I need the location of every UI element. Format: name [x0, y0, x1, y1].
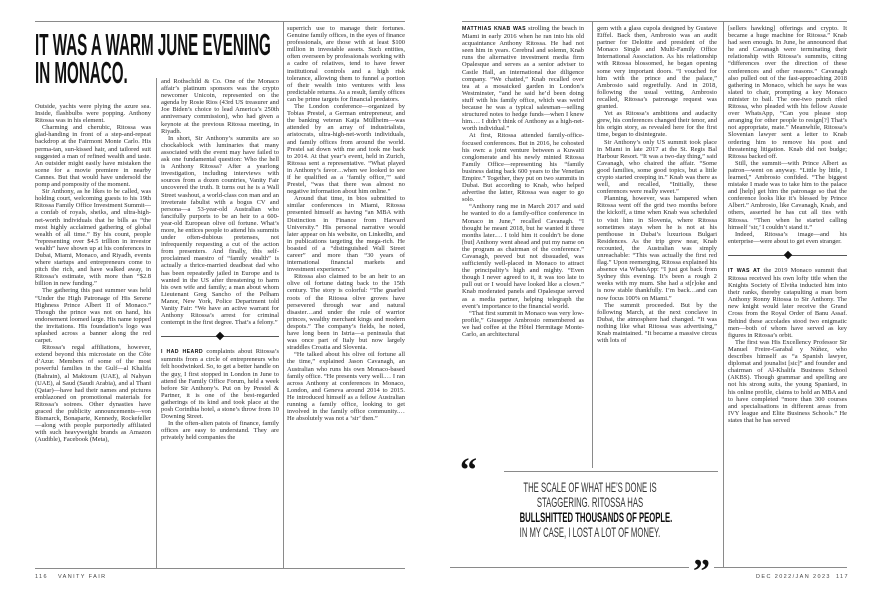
paragraph: [35, 124, 151, 188]
paragraph-text: Still, the summit—with Prince Albert as patron—went on anyway. “Little by little, I learned,” Ambrosio confided. “The biggest mistake I made was to take him to the palace and [help] get him the patronage so that the conference looks like it’s blessed by Prince Albert.” Ambrosio, like Cavanagh, Knab, and others, asserted he has cut all ties with Ritossa. “Then when he started calling himself ‘sir,’ I couldn’t stand it.”: [728, 159, 847, 231]
paragraph: [35, 188, 151, 287]
paragraph: [597, 302, 717, 345]
close-quote-icon: ”: [689, 557, 714, 587]
paragraph: [597, 139, 717, 196]
paragraph: [35, 103, 151, 124]
section-divider: [161, 336, 279, 337]
page-number-left: 116: [35, 574, 48, 580]
top-rule-left: [35, 21, 405, 22]
pull-quote-line-emphasis: BULLSHITTED THOUSANDS OF PEOPLE.: [519, 509, 673, 525]
article-column: [35, 103, 151, 444]
paragraph: [161, 348, 279, 420]
article-column: [462, 25, 584, 338]
paragraph-text: Yet as Ritossa’s ambitions and audacity grew, his conferences changed their tenor, and his origin story, as revealed here for the first time, began to disintegrate.: [597, 110, 717, 139]
paragraph-text: Sir Anthony’s only US summit took place in Miami in late 2017 at the St. Regis Bal Harbour Resort. “It was a two-day thing,” said Cavanagh, who chaired the affair. “Some good families, some good topics, but a little crypto started creeping in.” Knab was there as well, and recalled, “Initially, these conferences were really sweet.”: [597, 138, 717, 196]
paragraph-text: Ritossa’s regal affiliations, however, extend beyond this microstate on the Côte d’Azur. Members of some of the most powerful families in the Gulf—al Khalifa (Bahrain), al Maktoum (UAE), al Nahyan (UAE), al Saud (Saudi Arabia), and al Thani (Qatar)—have had their names and pictures emblazoned on promotional materials for Ritossa’s soirees. Other dynasties have graced the publicity announcements—von Bismarck, Bonaparte, Kennedy, Rockefeller—along with people purportedly affiliated with such heavyweight brands as Amazon (Audible), Facebook (Meta),: [35, 344, 151, 444]
headline-line: IT WAS A WARM JUNE EVENING: [35, 27, 271, 62]
pull-quote-line: STAGGERING. RITOSSA HAS: [536, 494, 644, 510]
paragraph: [161, 78, 279, 135]
paragraph-text: Sir Anthony, as he likes to be called, was holding court, welcoming guests to his 19th Ritossa Family Office Investment Summit—a confab of royals, sheiks, and ultra-high-net-worth individuals that he bills as “the most highly acclaimed gathering of global wealth of all time.” By his count, people “representing over $4.5 trillion in investor wealth” have shown up at his conferences in Dubai, Miami, Monaco, and Riyadh, events where startups and entrepreneurs come to pitch the rich, and have walked away, in Ritossa’s estimate, with more than “$2.8 billion in new funding.”: [35, 188, 151, 288]
paragraph-text: [sellers hawking] offerings and crypto. It became a huge machine for Ritossa.” Knab had seen enough. In June, he announced that he and Cavanagh were terminating their relationship with Ritossa’s summits, citing “differences over the direction of these conferences and other reasons.” Cavanagh also pulled out of the fast-approaching 2018 gathering in Monaco, which he says he was slated to chair, prompting a key Monaco minister to bail. The one-two punch riled Ritossa, who pleaded with his fellow Aussie over WhatsApp, “Can you please stop arranging for other people to resign[?] That’s not appropriate, mate.” Meanwhile, Ritossa’s Slovenian lawyer sent a letter to Knab ordering him to remove his post and threatening litigation. Knab did not budge; Ritossa backed off.: [728, 25, 847, 160]
paragraph: [287, 273, 405, 351]
paragraph-text: and Rothschild & Co. One of the Monaco affair’s platinum sponsors was the crypto newcomer Unicoin, represented on the agenda by Rosie Rios (43rd US treasurer and Joe Biden’s choice to lead America’s 250th anniversary commission), who had given a keynote at the previous Ritossa meeting, in Riyadh.: [161, 78, 279, 135]
paragraph: [597, 195, 717, 301]
paragraph: [728, 160, 847, 231]
paragraph: [728, 339, 847, 424]
paragraph: [597, 110, 717, 138]
paragraph: [35, 287, 151, 344]
top-rule-right: [462, 21, 847, 22]
paragraph-text: The summit proceeded. But by the following March, at the next conclave in Dubai, the atmosphere had changed. “It was nothing like what Ritossa was advertising,” Knab maintained. “It became a massive circus with lots of: [597, 301, 717, 345]
pull-quote-text: [462, 480, 718, 540]
column-divider: [723, 21, 724, 568]
paragraph-text: “That first summit in Monaco was very low-profile,” Giuseppe Ambrosio remembered as we had coffee at the Hôtel Hermitage Monte-Carlo, an architectural: [462, 309, 584, 339]
paragraph-text: At first, Ritossa attended family-office-focused conferences. But in 2016, he cohosted his own: a joint venture between a Kuwaiti conglomerate and his newly minted Ritossa Family Office—representing his “family business dating back 600 years to the Venetian Empire.” Together, they put on two summits in Dubai. But according to Knab, who helped advertise the latter, Ritossa was eager to go solo.: [462, 132, 584, 204]
paragraph: [462, 25, 584, 132]
paragraph: [462, 310, 584, 338]
paragraph-text: strolling the beach in Miami in early 2016 when he ran into his old acquaintance Anthony Ritossa. He had not seen him in years. Cerebral and solemn, Knab runs the alternative investment media firm Opalesque and serves as a senior adviser to Castle Hall, an international due diligence company. “We chatted,” Knab recalled over tea at a mosaicked garden in London’s Westminster, “and he said he’d been doing stuff with his family office, which was weird because he was a typical salesman—selling structured notes to hedge funds—when I knew him.… I didn’t think of Anthony as a high-net-worth individual.”: [462, 25, 584, 133]
paragraph-text: The gathering this past summer was held “Under the High Patronage of His Serene Highness Prince Albert II of Monaco.” Though the prince was not on hand, his endorsement loomed large. His name topped the invitations. His foundation’s logo was splashed across a banner along the red carpet.: [35, 287, 151, 345]
paragraph-text: Charming and cherubic, Ritossa was glad-handing in front of a step-and-repeat backdrop at the Fairmont Monte Carlo. His perma-tan, sun-kissed hair, and tailored suit suggested a man of refined wealth and taste. An outsider might easily have mistaken the scene for a movie premiere in nearby Cannes. But that would have undersold the pomp and pomposity of the moment.: [35, 124, 151, 189]
bottom-rule-right: [450, 567, 847, 568]
paragraph-text: “He talked about his olive oil fortune all the time,” explained Jason Cavanagh, an Australian who runs his own Monaco-based family office. “He presents very well.… I ran across Anthony at conferences in Monaco, London, and Geneva around 2014 to 2015. He introduced himself as a fellow Australian running a family office, looking to get involved in the family office community.… He absolutely was not a ‘sir’ then.”: [287, 351, 405, 423]
column-divider: [156, 78, 157, 568]
paragraph-text: Planning, however, was hampered when Ritossa went off the grid two months before the kickoff, a time when Knab was scheduled to visit him in Slovenia, where Ritossa sometimes stays when he is not at his penthouse in Dubai’s luxurious Bulgari Residences. As the trip grew near, Knab recounted, the Australian was simply unreachable: “This was actually the first red flag.” Upon reemerging, Ritossa explained his absence via WhatsApp: “I just got back from Sydney this evening. It’s been a rough 2 weeks with my mum. She had a st[r]oke and is now stable thankfully. I’m back…and can now focus 100% on Miami.”: [597, 195, 717, 302]
paragraph-text: Outside, yachts were plying the azure sea. Inside, flashbulbs were popping. Anthony Ritossa was in his element.: [35, 103, 151, 125]
section-lead-in: I HAD HEARD: [161, 349, 203, 356]
paragraph-text: Ritossa also claimed to be an heir to an olive oil fortune dating back to the 15th century. The story is colorful: “The gnarled roots of the Ritossa olive groves have persevered through war and natural disaster…and under the rule of warrior princes, wealthy merchant kings and modern despots.” The company’s fields, he noted, have long been in Istria—a peninsula that was once part of Italy but now largely straddles Croatia and Slovenia.: [287, 273, 405, 352]
paragraph-text: gem with a glass cupola designed by Gustave Eiffel. Back then, Ambrosio was an audit partner for Deloitte and president of the Monaco Single and Multi-Family Office International Association. As his relationship with Ritossa blossomed, he began opening some very important doors. “I vouched for him with the prince and the palace,” Ambrosio said regretfully. And in 2018, following the usual vetting, Ambrosio recalled, Ritossa’s patronage request was granted.: [597, 25, 717, 111]
headline-line: IN MONACO.: [35, 55, 128, 90]
pull-quote-line: THE SCALE OF WHAT HE’S DONE IS: [523, 479, 657, 495]
paragraph: [728, 25, 847, 160]
paragraph: [35, 344, 151, 443]
article-column: [287, 25, 405, 422]
article-column: [161, 78, 279, 442]
paragraph-text: Around that time, in bios submitted to similar conferences in Miami, Ritossa presented himself as having “an MBA with Distinction in Finance from Harvard University.” His personal narrative would later appear on his website, on LinkedIn, and in publications targeting the mega-rich. He boasted of a “distinguished Wall Street career” and more than “30 years of international financial markets and investment experience.”: [287, 195, 405, 274]
paragraph: [728, 267, 847, 339]
paragraph-text: The London conference—organized by Tobias Prestel, a German entrepreneur, and the banking veteran Katja Müllheim—was attended by an array of industrialists, aristocrats, ultra-high-net-worth individuals, and family offices from around the world. Prestel sat down with me and took me back to 2014. At that year’s event, held in Zurich, Ritossa sent a representative. “What played in Anthony’s favor…when we looked to see if he qualified as a ‘family office,’” said Prestel, “was that there was almost no negative information about him online.”: [287, 103, 405, 196]
paragraph: [287, 103, 405, 195]
paragraph: [462, 132, 584, 203]
paragraph: [287, 351, 405, 422]
column-divider: [283, 21, 284, 568]
paragraph-text: the 2019 Monaco summit that Ritossa received his own lofty title when the Knights Society of Elviña inducted him into their ranks, thereby catapulting a man born Anthony Ronny Ritossa to Sir Anthony. The new knight would later receive the Grand Cross from the Royal Order of Banu Assaf. Behind these accolades stood two enigmatic men—both of whom have served as key figures in Ritossa’s orbit.: [728, 266, 847, 339]
section-lead-in: MATTHIAS KNAB WAS: [462, 26, 526, 32]
paragraph-text: In the often-alien patois of finance, family offices are easy to understand. They are privately held companies the: [161, 420, 279, 442]
paragraph-text: superrich use to manage their fortunes. Genuine family offices, in the eyes of finance professionals, are those with at least $100 million in investable assets. Such entities, often overseen by professionals working with a cadre of relatives, tend to have fewer institutional controls and a high risk tolerance, allowing them to funnel a portion of their wealth into ventures with less predictable returns. As a result, family offices can be prime targets for financial predators.: [287, 25, 405, 103]
diamond-ornament-icon: [783, 251, 791, 259]
pull-quote-rule: [504, 471, 718, 472]
paragraph: [287, 195, 405, 273]
column-divider: [592, 21, 593, 468]
issue-date: DEC 2022/JAN 2023: [756, 574, 831, 580]
paragraph: [597, 25, 717, 110]
pull-quote-line: IN MY CASE, I LOST A LOT OF MONEY.: [519, 524, 661, 540]
magazine-name: VANITY FAIR: [58, 574, 107, 580]
paragraph-text: complaints about Ritossa’s summits from a circle of entrepreneurs who felt hoodwinked. So, to get a better handle on the guy, I first stopped in London in June to attend the Family Office Forum, held a week before Sir Anthony’s. Put on by Prestel & Partner, it is one of the best-regarded gatherings of its kind and took place at the posh Corinthia hotel, a stone’s throw from 10 Downing Street.: [161, 348, 279, 421]
paragraph-text: “Anthony rang me in March 2017 and said he wanted to do a family-office conference in Monaco in June,” recalled Cavanagh. “I thought he meant 2018, but he wanted it three months later.… I told him it couldn’t be done [but] Anthony went ahead and put my name on the program as chairman of the conference.” Cavanagh, peeved but not dissuaded, was sufficiently well-placed in Monaco to attract the principality’s high and mighty. “Even though I never agreed to it, it was too late to pull out or I would have looked like a clown.” Knab moderated panels and Opalesque served as a media partner, helping telegraph the event’s importance to the financial world.: [462, 203, 584, 310]
paragraph: [728, 231, 847, 245]
paragraph: [161, 135, 279, 327]
open-quote-icon: “: [460, 452, 477, 489]
paragraph: [462, 203, 584, 309]
section-lead-in: IT WAS AT: [728, 267, 761, 274]
diamond-ornament-icon: [216, 332, 224, 340]
page-number-right: 117: [836, 574, 849, 580]
paragraph-text: Indeed, Ritossa’s image—and his enterprise—were about to get even stranger.: [728, 230, 847, 245]
bottom-rule-left: [35, 568, 405, 569]
article-column: [728, 25, 847, 424]
article-column: [597, 25, 717, 344]
paragraph: [161, 420, 279, 441]
paragraph: [287, 25, 405, 103]
paragraph-text: In short, Sir Anthony’s summits are so chockablock with luminaries that many associated with the event may have failed to ask one fundamental question: Who the hell is Anthony Ritossa? After a yearlong investigation, including interviews with sources from a dozen countries, Vanity Fair uncovered the truth. It turns out he is a Wall Street washout, a world-class con man and an inveterate fabulist with a bogus CV and persona—a 53-year-old Australian who fancifully purports to be an heir to a 600-year-old European olive oil fortune. What’s more, he entices people to attend his summits under often-dubious pretenses, not infrequently requesting a cut of the action from presenters. And finally, this self-proclaimed maestro of “family wealth” is actually a thrice-married deadbeat dad who has been repeatedly jailed in Europe and is wanted in the US after threatening to harm his own wife and family; a man about whom Lieutenant Greg Sancho of the Pelham Manor, New York, Police Department told Vanity Fair: “We have an active warrant for Anthony Ritossa’s arrest for criminal contempt in the first degree. That’s a felony.”: [161, 134, 279, 327]
paragraph-text: The first was His Excellency Professor Sir Manuel Freire-Garabal y Núñez, who describes himself as “a Spanish lawyer, diplomat and jounalist [sic]” and founder and chairman of Al-Khalifa Business School (AKBS). Though grammar and spelling are not his strong suits, the young Spaniard, in his online profile, claims to hold an MBA and to have completed “more than 300 courses and specialisations in different areas from IVY league and Elite Business Schools.” He states that he has served: [728, 338, 847, 424]
section-divider: [728, 255, 847, 256]
